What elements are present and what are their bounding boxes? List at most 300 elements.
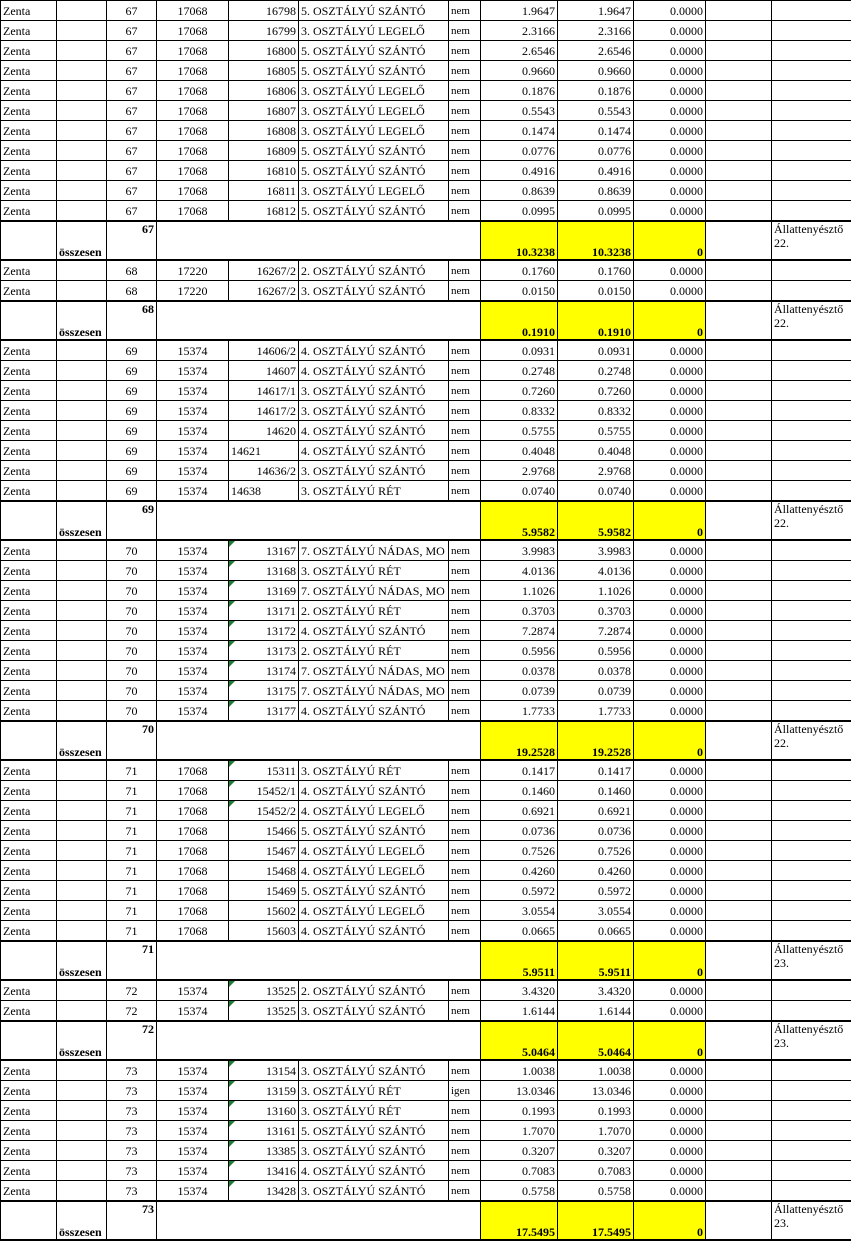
kataster-cell: 17068 bbox=[157, 41, 229, 61]
subtotal-row bbox=[1, 1021, 851, 1060]
subtotal-row bbox=[1, 721, 851, 760]
kataster-cell: 17068 bbox=[157, 760, 229, 781]
empty-cell bbox=[57, 1101, 107, 1121]
empty-cell bbox=[1, 1021, 57, 1060]
description-cell: 5. OSZTÁLYÚ SZÁNTÓ bbox=[299, 61, 449, 81]
subtotal-row bbox=[1, 1201, 851, 1240]
diff-cell: 0.0000 bbox=[634, 1, 706, 21]
kataster-cell: 15374 bbox=[157, 361, 229, 381]
empty-cell bbox=[706, 21, 772, 41]
code-cell: 73 bbox=[107, 1101, 157, 1121]
description-cell: 3. OSZTÁLYÚ SZÁNTÓ bbox=[299, 381, 449, 401]
table-row bbox=[1, 841, 851, 861]
flag-cell: nem bbox=[449, 1181, 481, 1202]
subtotal-row bbox=[1, 301, 851, 340]
flag-cell: nem bbox=[449, 641, 481, 661]
code-cell: 73 bbox=[107, 1141, 157, 1161]
table-row bbox=[1, 201, 851, 222]
kataster-cell: 17068 bbox=[157, 921, 229, 942]
description-cell: 5. OSZTÁLYÚ SZÁNTÓ bbox=[299, 41, 449, 61]
kataster-cell: 17068 bbox=[157, 201, 229, 222]
empty-cell bbox=[706, 760, 772, 781]
area-cell: 0.7526 bbox=[558, 841, 634, 861]
flag-cell: nem bbox=[449, 481, 481, 502]
empty-cell bbox=[57, 621, 107, 641]
empty-cell bbox=[706, 821, 772, 841]
empty-cell bbox=[57, 821, 107, 841]
diff-cell: 0.0000 bbox=[634, 1001, 706, 1022]
empty-cell bbox=[772, 781, 851, 801]
description-cell: 4. OSZTÁLYÚ SZÁNTÓ bbox=[299, 921, 449, 942]
table-row bbox=[1, 181, 851, 201]
parcel-cell: 16809 bbox=[229, 141, 299, 161]
empty-cell bbox=[706, 1201, 772, 1240]
town-cell: Zenta bbox=[1, 21, 57, 41]
description-cell: 4. OSZTÁLYÚ SZÁNTÓ bbox=[299, 701, 449, 722]
parcel-cell: 16798 bbox=[229, 1, 299, 21]
code-cell: 71 bbox=[107, 861, 157, 881]
description-cell: 4. OSZTÁLYÚ SZÁNTÓ bbox=[299, 421, 449, 441]
area-cell: 4.0136 bbox=[481, 561, 558, 581]
subtotal-area: 17.5495 bbox=[481, 1201, 558, 1240]
empty-cell bbox=[57, 881, 107, 901]
code-cell: 69 bbox=[107, 361, 157, 381]
area-cell: 0.3703 bbox=[481, 601, 558, 621]
diff-cell: 0.0000 bbox=[634, 661, 706, 681]
area-cell: 3.0554 bbox=[481, 901, 558, 921]
table-row bbox=[1, 561, 851, 581]
area-cell: 0.0740 bbox=[481, 481, 558, 502]
empty-cell bbox=[57, 1121, 107, 1141]
code-cell: 73 bbox=[107, 1121, 157, 1141]
subtotal-diff: 0 bbox=[634, 501, 706, 540]
empty-cell bbox=[772, 681, 851, 701]
description-cell: 2. OSZTÁLYÚ RÉT bbox=[299, 641, 449, 661]
diff-cell: 0.0000 bbox=[634, 481, 706, 502]
empty-cell bbox=[772, 260, 851, 281]
area-cell: 0.3207 bbox=[558, 1141, 634, 1161]
subtotal-label: összesen bbox=[57, 301, 107, 340]
subtotal-note: Állattenyésztő 23. bbox=[772, 1201, 851, 1240]
table-row bbox=[1, 1121, 851, 1141]
town-cell: Zenta bbox=[1, 601, 57, 621]
town-cell: Zenta bbox=[1, 1001, 57, 1022]
area-cell: 0.5755 bbox=[481, 421, 558, 441]
kataster-cell: 15374 bbox=[157, 381, 229, 401]
empty-cell bbox=[57, 921, 107, 942]
kataster-cell: 15374 bbox=[157, 561, 229, 581]
flag-cell: nem bbox=[449, 980, 481, 1001]
empty-cell bbox=[772, 641, 851, 661]
area-cell: 1.9647 bbox=[481, 1, 558, 21]
subtotal-diff: 0 bbox=[634, 721, 706, 760]
table-row bbox=[1, 540, 851, 561]
table-row bbox=[1, 641, 851, 661]
description-cell: 2. OSZTÁLYÚ SZÁNTÓ bbox=[299, 980, 449, 1001]
table-row bbox=[1, 581, 851, 601]
empty-cell bbox=[706, 561, 772, 581]
empty-cell bbox=[772, 1121, 851, 1141]
empty-cell bbox=[772, 581, 851, 601]
town-cell: Zenta bbox=[1, 441, 57, 461]
flag-cell: nem bbox=[449, 381, 481, 401]
table-row bbox=[1, 1001, 851, 1022]
subtotal-code: 68 bbox=[107, 301, 157, 340]
diff-cell: 0.0000 bbox=[634, 641, 706, 661]
area-cell: 1.7070 bbox=[558, 1121, 634, 1141]
description-cell: 5. OSZTÁLYÚ SZÁNTÓ bbox=[299, 1, 449, 21]
kataster-cell: 15374 bbox=[157, 601, 229, 621]
empty-cell bbox=[57, 161, 107, 181]
table-row bbox=[1, 881, 851, 901]
subtotal-label: összesen bbox=[57, 1201, 107, 1240]
code-cell: 71 bbox=[107, 881, 157, 901]
town-cell: Zenta bbox=[1, 401, 57, 421]
empty-cell bbox=[157, 1201, 481, 1240]
flag-cell: nem bbox=[449, 1060, 481, 1081]
empty-cell bbox=[706, 1181, 772, 1202]
code-cell: 67 bbox=[107, 161, 157, 181]
area-cell: 13.0346 bbox=[558, 1081, 634, 1101]
flag-cell: nem bbox=[449, 121, 481, 141]
subtotal-area: 5.9511 bbox=[558, 941, 634, 980]
subtotal-diff: 0 bbox=[634, 221, 706, 260]
table-row bbox=[1, 141, 851, 161]
kataster-cell: 17068 bbox=[157, 841, 229, 861]
area-cell: 0.7260 bbox=[558, 381, 634, 401]
empty-cell bbox=[57, 381, 107, 401]
table-row bbox=[1, 760, 851, 781]
town-cell: Zenta bbox=[1, 760, 57, 781]
code-cell: 72 bbox=[107, 980, 157, 1001]
flag-cell: nem bbox=[449, 141, 481, 161]
empty-cell bbox=[706, 141, 772, 161]
subtotal-code: 70 bbox=[107, 721, 157, 760]
flag-cell: nem bbox=[449, 161, 481, 181]
table-row bbox=[1, 41, 851, 61]
kataster-cell: 17068 bbox=[157, 21, 229, 41]
code-cell: 71 bbox=[107, 921, 157, 942]
flag-cell: nem bbox=[449, 1161, 481, 1181]
table-row bbox=[1, 481, 851, 502]
empty-cell bbox=[57, 81, 107, 101]
kataster-cell: 17068 bbox=[157, 901, 229, 921]
diff-cell: 0.0000 bbox=[634, 1181, 706, 1202]
empty-cell bbox=[772, 1141, 851, 1161]
flag-cell: nem bbox=[449, 661, 481, 681]
parcel-cell: 15468 bbox=[229, 861, 299, 881]
kataster-cell: 15374 bbox=[157, 421, 229, 441]
empty-cell bbox=[772, 121, 851, 141]
town-cell: Zenta bbox=[1, 1181, 57, 1202]
area-cell: 0.1460 bbox=[558, 781, 634, 801]
empty-cell bbox=[772, 1181, 851, 1202]
subtotal-diff: 0 bbox=[634, 1021, 706, 1060]
subtotal-code: 67 bbox=[107, 221, 157, 260]
empty-cell bbox=[706, 461, 772, 481]
code-cell: 69 bbox=[107, 441, 157, 461]
area-cell: 2.6546 bbox=[558, 41, 634, 61]
parcel-cell: 14617/1 bbox=[229, 381, 299, 401]
flag-cell: igen bbox=[449, 1081, 481, 1101]
description-cell: 5. OSZTÁLYÚ SZÁNTÓ bbox=[299, 161, 449, 181]
diff-cell: 0.0000 bbox=[634, 1060, 706, 1081]
code-cell: 67 bbox=[107, 141, 157, 161]
code-cell: 67 bbox=[107, 61, 157, 81]
diff-cell: 0.0000 bbox=[634, 441, 706, 461]
flag-cell: nem bbox=[449, 361, 481, 381]
subtotal-note: Állattenyésztő 22. bbox=[772, 221, 851, 260]
town-cell: Zenta bbox=[1, 921, 57, 942]
empty-cell bbox=[57, 1060, 107, 1081]
code-cell: 71 bbox=[107, 781, 157, 801]
parcel-cell: 15467 bbox=[229, 841, 299, 861]
area-cell: 0.0378 bbox=[558, 661, 634, 681]
diff-cell: 0.0000 bbox=[634, 821, 706, 841]
parcel-cell: 14606/2 bbox=[229, 340, 299, 361]
subtotal-area: 0.1910 bbox=[558, 301, 634, 340]
flag-cell: nem bbox=[449, 441, 481, 461]
empty-cell bbox=[57, 421, 107, 441]
description-cell: 7. OSZTÁLYÚ NÁDAS, MO bbox=[299, 581, 449, 601]
empty-cell bbox=[772, 101, 851, 121]
town-cell: Zenta bbox=[1, 61, 57, 81]
area-cell: 0.5755 bbox=[558, 421, 634, 441]
subtotal-diff: 0 bbox=[634, 1201, 706, 1240]
kataster-cell: 15374 bbox=[157, 481, 229, 502]
area-cell: 0.0150 bbox=[481, 281, 558, 302]
diff-cell: 0.0000 bbox=[634, 101, 706, 121]
diff-cell: 0.0000 bbox=[634, 41, 706, 61]
table-body bbox=[1, 1, 851, 1241]
area-cell: 0.6921 bbox=[481, 801, 558, 821]
flag-cell: nem bbox=[449, 340, 481, 361]
empty-cell bbox=[57, 1001, 107, 1022]
kataster-cell: 17220 bbox=[157, 260, 229, 281]
kataster-cell: 17068 bbox=[157, 801, 229, 821]
kataster-cell: 17068 bbox=[157, 1, 229, 21]
empty-cell bbox=[706, 1121, 772, 1141]
description-cell: 3. OSZTÁLYÚ SZÁNTÓ bbox=[299, 1181, 449, 1202]
table-row bbox=[1, 121, 851, 141]
diff-cell: 0.0000 bbox=[634, 161, 706, 181]
parcel-cell: 16806 bbox=[229, 81, 299, 101]
area-cell: 13.0346 bbox=[481, 1081, 558, 1101]
table-row bbox=[1, 681, 851, 701]
description-cell: 3. OSZTÁLYÚ SZÁNTÓ bbox=[299, 1060, 449, 1081]
table-row bbox=[1, 361, 851, 381]
subtotal-label: összesen bbox=[57, 941, 107, 980]
empty-cell bbox=[772, 821, 851, 841]
subtotal-row bbox=[1, 221, 851, 260]
diff-cell: 0.0000 bbox=[634, 701, 706, 722]
town-cell: Zenta bbox=[1, 481, 57, 502]
empty-cell bbox=[772, 1, 851, 21]
description-cell: 5. OSZTÁLYÚ SZÁNTÓ bbox=[299, 1121, 449, 1141]
subtotal-diff: 0 bbox=[634, 941, 706, 980]
empty-cell bbox=[706, 260, 772, 281]
flag-cell: nem bbox=[449, 601, 481, 621]
diff-cell: 0.0000 bbox=[634, 340, 706, 361]
description-cell: 5. OSZTÁLYÚ SZÁNTÓ bbox=[299, 141, 449, 161]
diff-cell: 0.0000 bbox=[634, 141, 706, 161]
empty-cell bbox=[706, 881, 772, 901]
code-cell: 72 bbox=[107, 1001, 157, 1022]
parcel-cell: 13175 bbox=[229, 681, 299, 701]
kataster-cell: 15374 bbox=[157, 621, 229, 641]
town-cell: Zenta bbox=[1, 421, 57, 441]
empty-cell bbox=[57, 121, 107, 141]
flag-cell: nem bbox=[449, 681, 481, 701]
description-cell: 3. OSZTÁLYÚ RÉT bbox=[299, 1081, 449, 1101]
diff-cell: 0.0000 bbox=[634, 381, 706, 401]
town-cell: Zenta bbox=[1, 161, 57, 181]
diff-cell: 0.0000 bbox=[634, 801, 706, 821]
empty-cell bbox=[772, 161, 851, 181]
description-cell: 3. OSZTÁLYÚ LEGELŐ bbox=[299, 21, 449, 41]
flag-cell: nem bbox=[449, 861, 481, 881]
area-cell: 0.1876 bbox=[481, 81, 558, 101]
empty-cell bbox=[706, 381, 772, 401]
parcel-cell: 16810 bbox=[229, 161, 299, 181]
empty-cell bbox=[706, 861, 772, 881]
empty-cell bbox=[706, 340, 772, 361]
code-cell: 69 bbox=[107, 340, 157, 361]
area-cell: 3.0554 bbox=[558, 901, 634, 921]
diff-cell: 0.0000 bbox=[634, 921, 706, 942]
empty-cell bbox=[57, 340, 107, 361]
area-cell: 3.9983 bbox=[558, 540, 634, 561]
area-cell: 0.5758 bbox=[481, 1181, 558, 1202]
table-row bbox=[1, 601, 851, 621]
diff-cell: 0.0000 bbox=[634, 861, 706, 881]
code-cell: 70 bbox=[107, 540, 157, 561]
area-cell: 1.0038 bbox=[558, 1060, 634, 1081]
town-cell: Zenta bbox=[1, 1141, 57, 1161]
area-cell: 0.5956 bbox=[481, 641, 558, 661]
diff-cell: 0.0000 bbox=[634, 1101, 706, 1121]
area-cell: 2.3166 bbox=[558, 21, 634, 41]
description-cell: 3. OSZTÁLYÚ LEGELŐ bbox=[299, 181, 449, 201]
area-cell: 0.4048 bbox=[558, 441, 634, 461]
empty-cell bbox=[772, 41, 851, 61]
diff-cell: 0.0000 bbox=[634, 760, 706, 781]
kataster-cell: 17068 bbox=[157, 61, 229, 81]
empty-cell bbox=[706, 121, 772, 141]
area-cell: 0.1417 bbox=[558, 760, 634, 781]
area-cell: 0.4048 bbox=[481, 441, 558, 461]
description-cell: 3. OSZTÁLYÚ SZÁNTÓ bbox=[299, 1001, 449, 1022]
area-cell: 1.1026 bbox=[558, 581, 634, 601]
empty-cell bbox=[772, 561, 851, 581]
table-row bbox=[1, 1181, 851, 1202]
table-row bbox=[1, 161, 851, 181]
empty-cell bbox=[57, 641, 107, 661]
empty-cell bbox=[772, 861, 851, 881]
table-row bbox=[1, 1, 851, 21]
empty-cell bbox=[57, 540, 107, 561]
empty-cell bbox=[772, 1081, 851, 1101]
empty-cell bbox=[57, 661, 107, 681]
empty-cell bbox=[772, 801, 851, 821]
empty-cell bbox=[706, 901, 772, 921]
table-row bbox=[1, 101, 851, 121]
code-cell: 70 bbox=[107, 681, 157, 701]
empty-cell bbox=[57, 481, 107, 502]
description-cell: 3. OSZTÁLYÚ SZÁNTÓ bbox=[299, 1141, 449, 1161]
empty-cell bbox=[57, 681, 107, 701]
empty-cell bbox=[706, 361, 772, 381]
area-cell: 0.5758 bbox=[558, 1181, 634, 1202]
empty-cell bbox=[57, 581, 107, 601]
flag-cell: nem bbox=[449, 621, 481, 641]
empty-cell bbox=[772, 701, 851, 722]
empty-cell bbox=[57, 41, 107, 61]
table-row bbox=[1, 1141, 851, 1161]
empty-cell bbox=[57, 281, 107, 302]
empty-cell bbox=[706, 1001, 772, 1022]
town-cell: Zenta bbox=[1, 201, 57, 222]
empty-cell bbox=[706, 41, 772, 61]
area-cell: 0.2748 bbox=[558, 361, 634, 381]
flag-cell: nem bbox=[449, 260, 481, 281]
diff-cell: 0.0000 bbox=[634, 581, 706, 601]
empty-cell bbox=[706, 221, 772, 260]
flag-cell: nem bbox=[449, 41, 481, 61]
flag-cell: nem bbox=[449, 1101, 481, 1121]
empty-cell bbox=[706, 921, 772, 942]
empty-cell bbox=[57, 801, 107, 821]
empty-cell bbox=[772, 141, 851, 161]
parcel-cell: 13172 bbox=[229, 621, 299, 641]
empty-cell bbox=[706, 1060, 772, 1081]
diff-cell: 0.0000 bbox=[634, 781, 706, 801]
kataster-cell: 15374 bbox=[157, 1161, 229, 1181]
area-cell: 2.9768 bbox=[481, 461, 558, 481]
empty-cell bbox=[772, 1161, 851, 1181]
empty-cell bbox=[772, 461, 851, 481]
town-cell: Zenta bbox=[1, 381, 57, 401]
town-cell: Zenta bbox=[1, 561, 57, 581]
empty-cell bbox=[157, 501, 481, 540]
parcel-cell: 15452/2 bbox=[229, 801, 299, 821]
subtotal-area: 19.2528 bbox=[558, 721, 634, 760]
empty-cell bbox=[57, 701, 107, 722]
area-cell: 0.0776 bbox=[558, 141, 634, 161]
area-cell: 0.4916 bbox=[481, 161, 558, 181]
area-cell: 0.1417 bbox=[481, 760, 558, 781]
empty-cell bbox=[706, 721, 772, 760]
town-cell: Zenta bbox=[1, 821, 57, 841]
town-cell: Zenta bbox=[1, 641, 57, 661]
empty-cell bbox=[706, 621, 772, 641]
area-cell: 2.6546 bbox=[481, 41, 558, 61]
empty-cell bbox=[57, 401, 107, 421]
subtotal-note: Állattenyésztő 22. bbox=[772, 501, 851, 540]
empty-cell bbox=[772, 901, 851, 921]
empty-cell bbox=[706, 401, 772, 421]
description-cell: 3. OSZTÁLYÚ RÉT bbox=[299, 481, 449, 502]
empty-cell bbox=[57, 1161, 107, 1181]
empty-cell bbox=[772, 601, 851, 621]
kataster-cell: 17068 bbox=[157, 161, 229, 181]
kataster-cell: 17068 bbox=[157, 81, 229, 101]
diff-cell: 0.0000 bbox=[634, 1141, 706, 1161]
town-cell: Zenta bbox=[1, 801, 57, 821]
empty-cell bbox=[706, 601, 772, 621]
empty-cell bbox=[57, 1081, 107, 1101]
code-cell: 73 bbox=[107, 1081, 157, 1101]
